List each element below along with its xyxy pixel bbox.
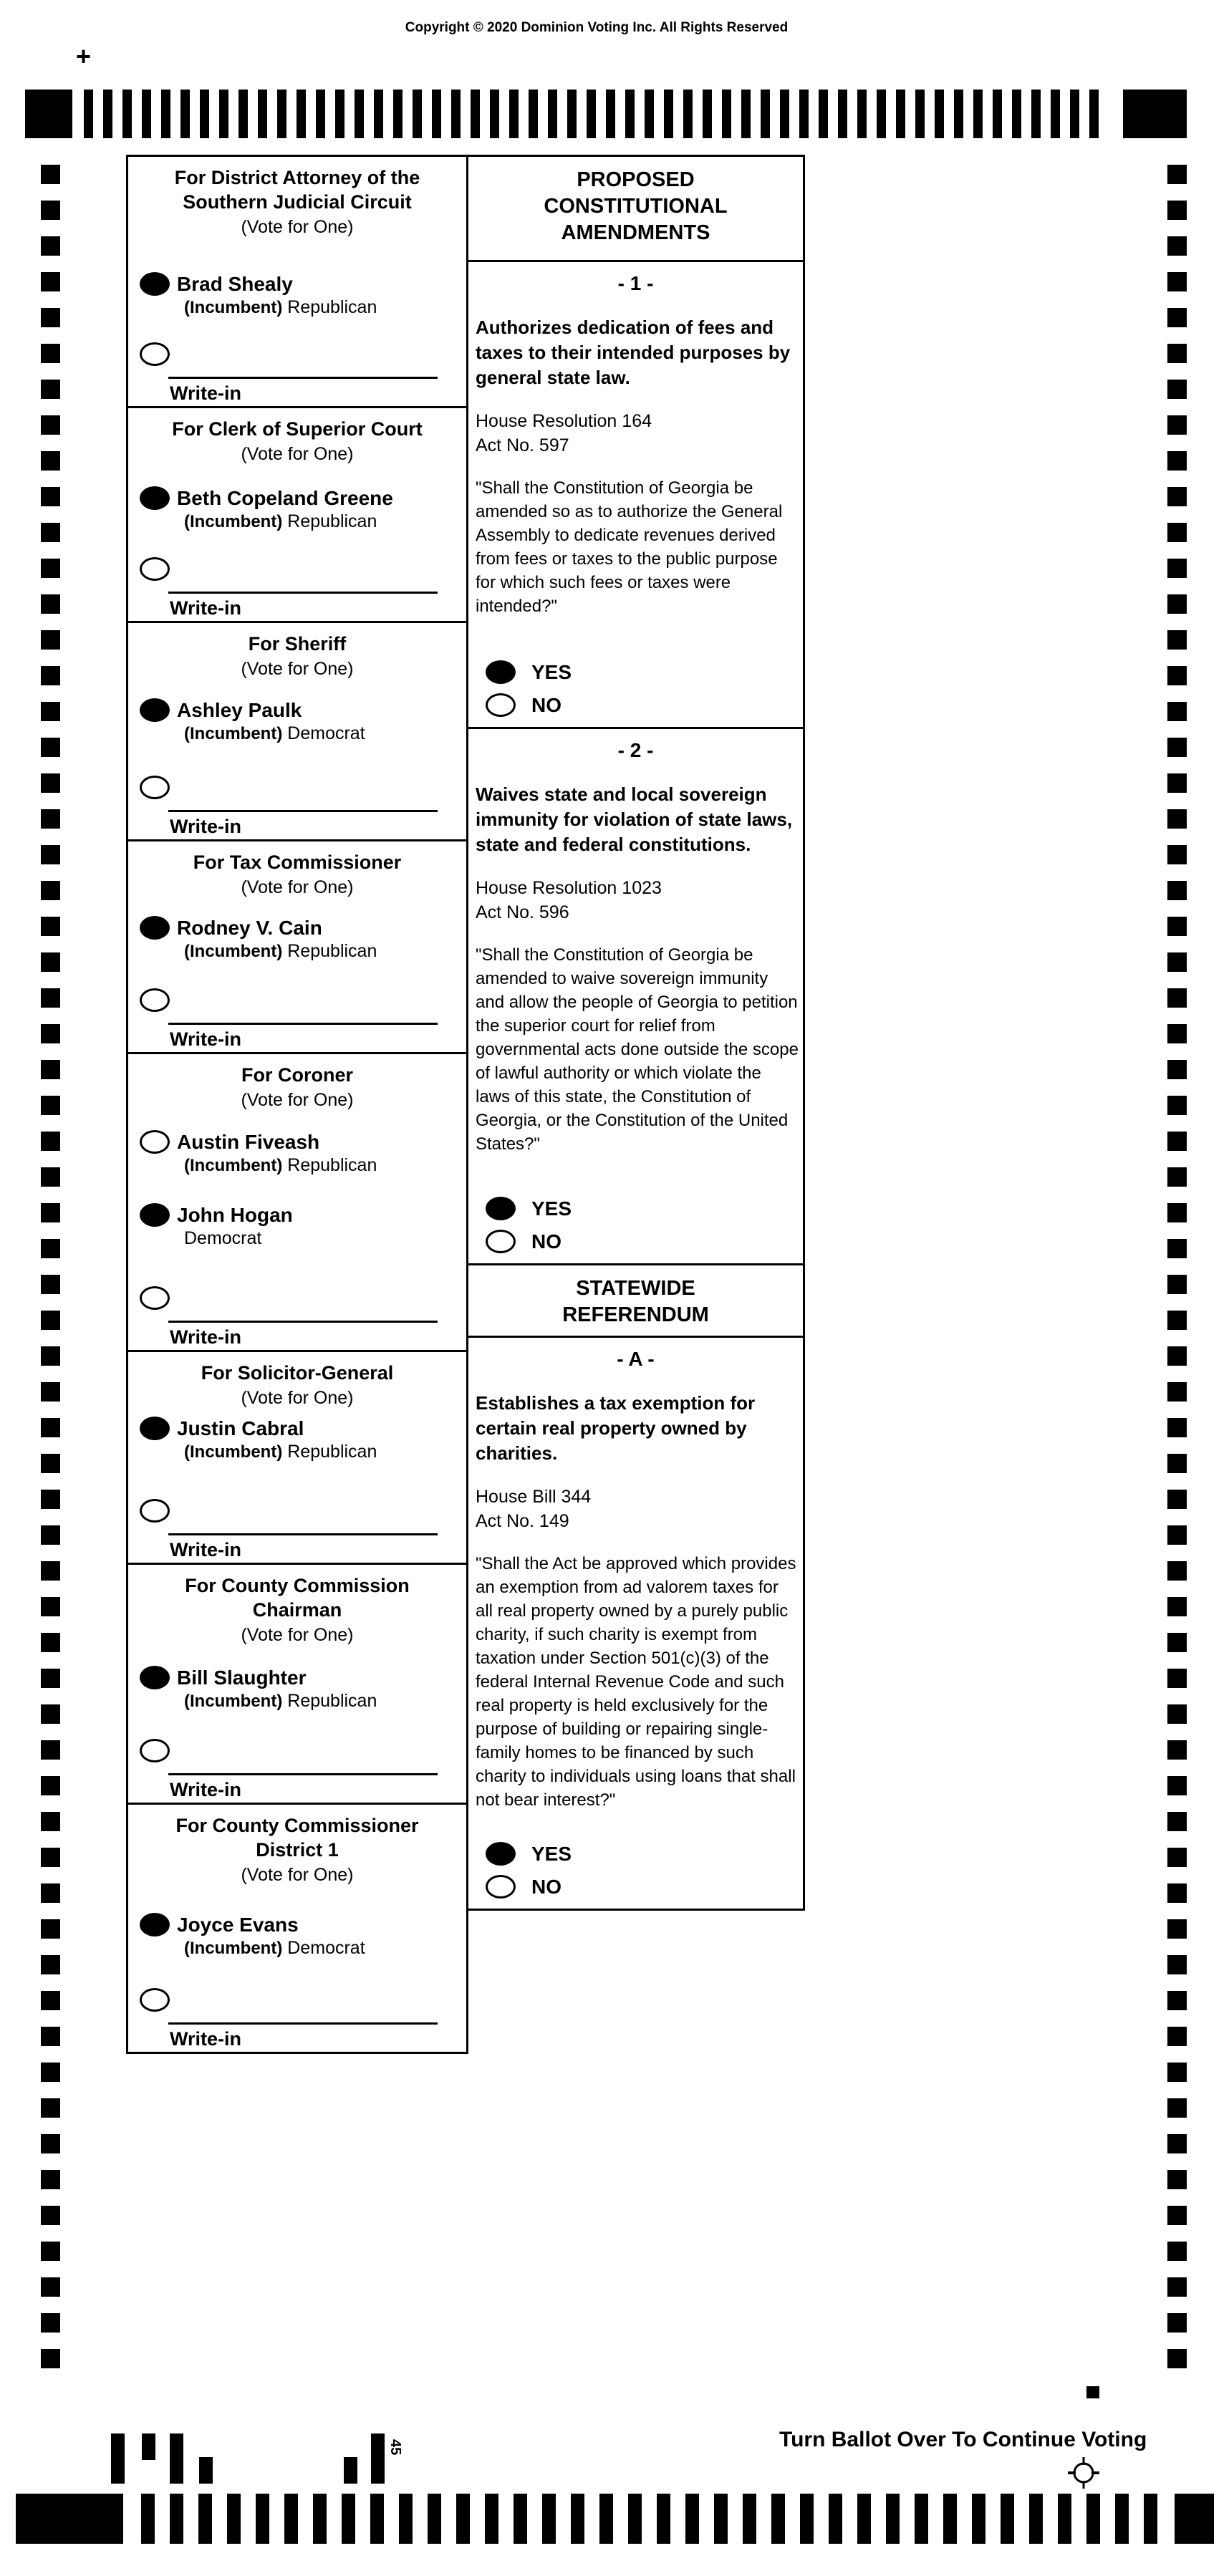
write-in-label: Write-in: [170, 1539, 241, 1560]
candidate-detail: Democrat: [184, 1228, 262, 1248]
vote-for-instruction: (Vote for One): [241, 1388, 354, 1408]
vote-for-instruction: (Vote for One): [241, 1625, 354, 1645]
write-in-label: Write-in: [170, 382, 241, 404]
race-coroner: [126, 1054, 468, 1352]
timing-block-top-right: [1123, 90, 1187, 138]
yes-label: YES: [531, 1197, 572, 1220]
measure-ref-line: House Resolution 164: [476, 411, 652, 431]
timing-marks-bottom: [0, 2494, 1229, 2544]
amendments-header: [468, 155, 805, 262]
candidate-oval[interactable]: [140, 916, 170, 940]
measure-summary: Waives state and local sovereign immunity for violation of state laws, state and federal constitutions.: [476, 783, 793, 855]
vote-for-instruction: (Vote for One): [241, 217, 354, 237]
candidate-row: [128, 1203, 466, 1250]
write-in-line[interactable]: [168, 592, 438, 594]
candidate-row: [128, 1130, 466, 1177]
race-county-commissioner-district-1: [126, 1805, 468, 2054]
no-label: NO: [531, 693, 562, 716]
race-tax-commissioner: [126, 841, 468, 1054]
yes-oval[interactable]: [486, 660, 516, 684]
measure-ref-line: Act No. 149: [476, 1511, 569, 1531]
candidate-name: John Hogan: [177, 1204, 293, 1226]
candidate-oval[interactable]: [140, 1417, 170, 1440]
write-in-oval[interactable]: [140, 988, 170, 1012]
race-title: For District Attorney of the Southern Judicial Circuit: [174, 167, 420, 213]
measure-summary: Authorizes dedication of fees and taxes to their intended purposes by general state law.: [476, 317, 791, 388]
stub-barcode-bar: [142, 2433, 155, 2460]
write-in-line[interactable]: [168, 1023, 438, 1025]
candidate-name: Bill Slaughter: [177, 1666, 307, 1689]
candidate-name: Rodney V. Cain: [177, 917, 322, 939]
measure-ref-line: Act No. 597: [476, 435, 569, 455]
candidate-row: [128, 1666, 466, 1712]
candidate-detail: (Incumbent) Republican: [184, 511, 377, 531]
candidate-detail: (Incumbent) Republican: [184, 1691, 377, 1711]
amendment-1: [468, 262, 805, 729]
write-in-line[interactable]: [168, 1533, 438, 1535]
write-in-oval[interactable]: [140, 1499, 170, 1523]
race-county-commission-chairman: [126, 1565, 468, 1805]
turn-ballot-over-text: Turn Ballot Over To Continue Voting: [779, 2428, 1147, 2451]
candidate-detail: (Incumbent) Republican: [184, 941, 377, 961]
write-in-line[interactable]: [168, 810, 438, 812]
write-in-label: Write-in: [170, 597, 241, 619]
race-title: For Clerk of Superior Court: [172, 418, 423, 440]
candidate-name: Ashley Paulk: [177, 699, 302, 721]
candidate-name: Justin Cabral: [177, 1417, 304, 1439]
race-district-attorney: [126, 155, 468, 408]
referendum-header-text: STATEWIDE REFERENDUM: [562, 1277, 709, 1326]
race-solicitor-general: [126, 1352, 468, 1565]
write-in-oval[interactable]: [140, 557, 170, 581]
candidate-oval[interactable]: [140, 1203, 170, 1227]
candidate-oval[interactable]: [140, 1130, 170, 1154]
referendum-header: [468, 1265, 805, 1338]
write-in-oval[interactable]: [140, 776, 170, 799]
measure-options: [468, 645, 803, 727]
measure-ref-line: House Bill 344: [476, 1487, 592, 1507]
timing-bars-top: [84, 90, 1099, 138]
measure-summary: Establishes a tax exemption for certain real property owned by charities.: [476, 1392, 756, 1464]
crosshair-registration-icon: [1067, 2456, 1100, 2493]
write-in-label: Write-in: [170, 2028, 241, 2050]
measure-number: - 2 -: [617, 739, 654, 761]
race-title: For Solicitor-General: [201, 1362, 394, 1384]
timing-marks-left-edge: [41, 165, 60, 2368]
yes-oval[interactable]: [486, 1842, 516, 1866]
timing-block-bottom-left: [16, 2494, 123, 2544]
no-oval[interactable]: [486, 693, 516, 717]
footer-data-mark: [1086, 2386, 1099, 2398]
stub-barcode-bar: [199, 2457, 213, 2484]
yes-option: [486, 1842, 803, 1866]
vote-for-instruction: (Vote for One): [241, 444, 354, 464]
candidate-oval[interactable]: [140, 698, 170, 722]
write-in-line[interactable]: [168, 1321, 438, 1323]
timing-block-top-left: [25, 90, 72, 138]
registration-plus-mark: +: [76, 42, 92, 71]
race-sheriff: [126, 623, 468, 841]
measure-number: - A -: [617, 1348, 655, 1370]
stub-barcode-bar: [371, 2433, 385, 2484]
no-option: [486, 1875, 803, 1899]
vote-for-instruction: (Vote for One): [241, 659, 354, 679]
candidate-detail: (Incumbent) Democrat: [184, 1938, 365, 1958]
candidate-detail: (Incumbent) Democrat: [184, 723, 365, 743]
no-oval[interactable]: [486, 1230, 516, 1253]
vote-for-instruction: (Vote for One): [241, 1090, 354, 1110]
yes-label: YES: [531, 1842, 572, 1865]
race-title: For Coroner: [241, 1064, 353, 1086]
no-label: NO: [531, 1230, 562, 1253]
write-in-oval[interactable]: [140, 1739, 170, 1762]
candidate-row: [128, 698, 466, 745]
write-in-line[interactable]: [168, 1773, 438, 1775]
no-option: [486, 693, 803, 717]
yes-option: [486, 660, 803, 684]
write-in-label: Write-in: [170, 1028, 241, 1050]
stub-barcode-bar: [170, 2433, 183, 2484]
measure-ref-line: Act No. 596: [476, 902, 569, 922]
stub-number: 45: [387, 2439, 403, 2456]
write-in-label: Write-in: [170, 1326, 241, 1348]
write-in-label: Write-in: [170, 1779, 241, 1800]
candidate-detail: (Incumbent) Republican: [184, 1155, 377, 1175]
timing-bars-bottom: [141, 2494, 1157, 2544]
measure-ref-line: House Resolution 1023: [476, 878, 662, 898]
yes-oval[interactable]: [486, 1197, 516, 1220]
vote-for-instruction: (Vote for One): [241, 1865, 354, 1885]
candidate-oval[interactable]: [140, 1666, 170, 1689]
candidate-name: Joyce Evans: [177, 1914, 299, 1936]
write-in-oval[interactable]: [140, 1988, 170, 2012]
candidate-row: [128, 1913, 466, 1959]
candidate-detail: (Incumbent) Republican: [184, 1442, 377, 1462]
candidate-detail: (Incumbent) Republican: [184, 297, 377, 317]
measure-question: "Shall the Act be approved which provides an exemption from ad valorem taxes for all real property owned by a purely public charity, if such charity is exempt from taxation under Section 501(c)(3) of the federal Internal Revenue Code and such real property is held exclusively for the purpose of building or repairing single-family homes to be financed by such charity to individuals using loans that shall not bear interest?": [476, 1554, 796, 1810]
write-in-oval[interactable]: [140, 1286, 170, 1310]
candidate-row: [128, 1417, 466, 1463]
amendments-header-text: PROPOSED CONSTITUTIONAL AMENDMENTS: [544, 168, 728, 244]
stub-barcode-bar: [111, 2433, 125, 2484]
write-in-line[interactable]: [168, 377, 438, 379]
measure-question: "Shall the Constitution of Georgia be amended to waive sovereign immunity and allow the people of Georgia to petition the superior court for relief from governmental acts done outside the scope of lawful authority or which violate the laws of this state, the Constitution of Georgia, or the Constitution of the United States?": [476, 945, 799, 1154]
write-in-oval[interactable]: [140, 342, 170, 366]
vote-for-instruction: (Vote for One): [241, 877, 354, 897]
timing-marks-right-edge: [1167, 165, 1187, 2368]
no-option: [486, 1230, 803, 1253]
candidate-oval[interactable]: [140, 272, 170, 296]
candidate-row: [128, 916, 466, 963]
candidate-row: [128, 272, 466, 319]
candidate-name: Beth Copeland Greene: [177, 487, 393, 509]
referendum-a: [468, 1338, 805, 1911]
measure-options: [468, 1827, 803, 1909]
no-label: NO: [531, 1875, 562, 1898]
timing-block-bottom-right: [1175, 2494, 1214, 2544]
candidate-name: Austin Fiveash: [177, 1131, 320, 1153]
measure-references: [476, 1485, 797, 1533]
yes-option: [486, 1197, 803, 1220]
race-title: For County Commissioner District 1: [175, 1815, 419, 1861]
race-title: For County Commission Chairman: [185, 1575, 410, 1621]
measure-references: [476, 409, 797, 458]
race-title: For Sheriff: [248, 633, 347, 655]
measure-references: [476, 876, 797, 925]
copyright-text: Copyright © 2020 Dominion Voting Inc. All Rights Reserved: [405, 20, 789, 35]
yes-label: YES: [531, 660, 572, 683]
race-title: For Tax Commissioner: [193, 852, 402, 873]
candidate-row: [128, 486, 466, 533]
race-clerk-superior-court: [126, 408, 468, 623]
write-in-line[interactable]: [168, 2022, 438, 2025]
timing-marks-top: [0, 90, 1229, 138]
candidate-name: Brad Shealy: [177, 273, 293, 295]
no-oval[interactable]: [486, 1875, 516, 1899]
candidate-oval[interactable]: [140, 1913, 170, 1936]
measure-number: - 1 -: [617, 272, 654, 294]
amendment-2: [468, 729, 805, 1265]
stub-barcode-bar: [344, 2457, 357, 2484]
measure-question: "Shall the Constitution of Georgia be amended so as to authorize the General Assembly to dedicate revenues derived from fees or taxes to the public purpose for which such fees or taxes were intended?": [476, 478, 783, 616]
write-in-label: Write-in: [170, 816, 241, 837]
candidate-oval[interactable]: [140, 486, 170, 510]
measure-options: [468, 1182, 803, 1263]
